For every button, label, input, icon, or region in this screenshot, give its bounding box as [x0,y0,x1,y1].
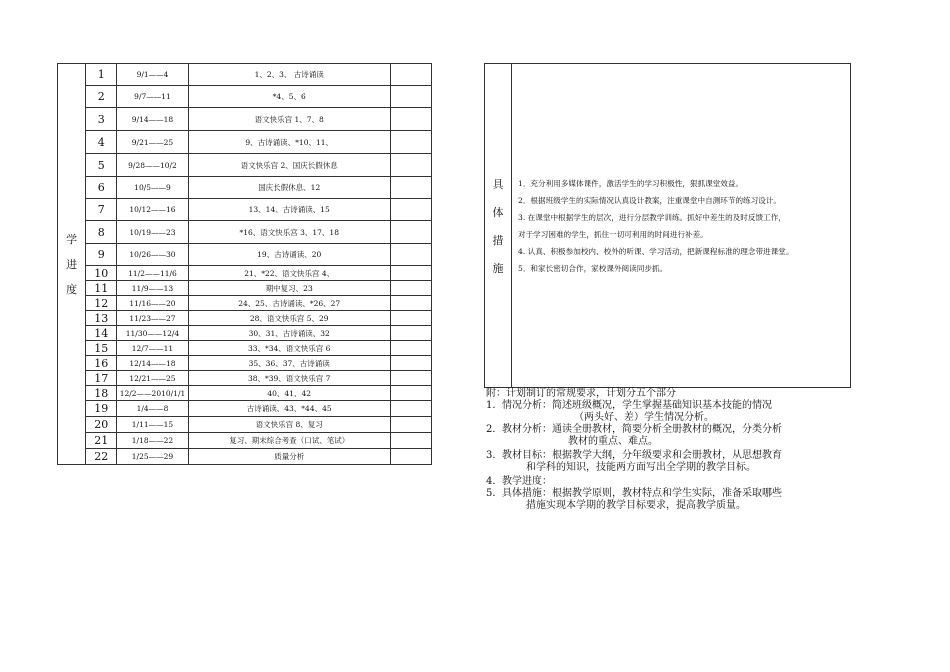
week-dates: 11/9——13 [117,281,188,296]
week-dates: 9/1——4 [117,64,188,86]
week-dates: 12/7——11 [117,341,188,356]
remarks-cell [390,356,431,371]
remarks-cell [390,154,431,177]
week-number: 12 [86,296,117,311]
week-content: 期中复习、23 [188,281,390,296]
week-number: 16 [86,356,117,371]
week-content: 19、古诗诵读、20 [188,244,390,266]
week-content: 国庆长假休息、12 [188,177,390,199]
week-dates: 1/18——22 [117,433,188,449]
remarks-cell [390,341,431,356]
remarks-cell [390,64,431,86]
remarks-cell [390,311,431,326]
week-number: 7 [86,199,117,221]
table-row [58,281,432,296]
week-dates: 10/26——30 [117,244,188,266]
week-dates: 11/30——12/4 [117,326,188,341]
table-row [58,449,432,465]
table-row [58,386,432,401]
table-row [58,417,432,433]
appendix-item-text: 教材目标：根据教学大纲，分年级要求和会册教材，从思想教育 [502,450,782,461]
appendix-item-text: 教材分析：通读全册教材，简要分析全册教材的概况，分类分析 [502,424,782,435]
week-number: 8 [86,221,117,244]
appendix-item [486,400,926,412]
remarks-cell [390,386,431,401]
remarks-cell [390,296,431,311]
week-dates: 1/4——8 [117,401,188,417]
remarks-cell [390,371,431,386]
measure-line: 5．和家长密切合作，家校课外阅读同步抓。 [518,263,668,273]
table-row [58,311,432,326]
progress-table-body [58,64,432,465]
table-row [58,177,432,199]
week-content: 28、语文快乐宫 5、29 [188,311,390,326]
measures-label-char: 措 [492,233,504,247]
week-number: 5 [86,154,117,177]
week-dates: 10/5——9 [117,177,188,199]
measures-label-char: 体 [492,205,504,219]
appendix-title: 附：计划制订的常规要求，计划分五个部分 [486,388,676,399]
appendix-item-text: 具体措施：根据教学原则，教材特点和学生实际，准备采取哪些 [502,488,782,499]
week-number: 3 [86,108,117,131]
week-dates: 9/7——11 [117,86,188,108]
week-number: 15 [86,341,117,356]
table-row [58,108,432,131]
appendix-item-number: 1． [486,400,503,411]
week-dates: 9/21——25 [117,131,188,154]
measures-table [484,63,851,388]
week-number: 2 [86,86,117,108]
week-number: 20 [86,417,117,433]
measure-line: 3. 在课堂中根据学生的层次，进行分层教学训练。抓好中差生的及时反馈工作， [518,212,786,222]
appendix-item [486,450,926,462]
week-number: 1 [86,64,117,86]
remarks-cell [390,131,431,154]
table-row [58,371,432,386]
measures-label-cell [485,64,512,388]
table-row [58,64,432,86]
week-content: 40、41、42 [188,386,390,401]
remarks-cell [390,401,431,417]
remarks-cell [390,108,431,131]
appendix-item-continuation: 措施实现本学期的教学目标要求，提高教学质量。 [526,500,746,511]
progress-table [57,63,432,465]
week-dates: 11/2——11/6 [117,266,188,281]
week-dates: 11/16——20 [117,296,188,311]
week-content: 13、14、古诗诵读、15 [188,199,390,221]
measure-line: 1．充分利用多媒体课件，激活学生的学习积极性，狠抓课堂效益。 [518,178,744,188]
week-dates: 9/14——18 [117,108,188,131]
week-number: 4 [86,131,117,154]
week-content: 24、25、古诗诵读、*26、27 [188,296,390,311]
measures-label-char: 施 [492,261,504,275]
remarks-cell [390,433,431,449]
measure-line: 4. 认真、积极参加校内、校外的听课、学习活动，把新课程标准的理念带进课堂。 [518,246,794,256]
table-row [58,401,432,417]
week-number: 18 [86,386,117,401]
measures-content [512,64,851,388]
week-content: *4、5、6 [188,86,390,108]
week-content: *16、语文快乐宫 3、17、18 [188,221,390,244]
week-dates: 10/19——23 [117,221,188,244]
appendix-item-continuation: 和学科的知识，技能两方面写出全学期的教学目标。 [526,462,756,473]
week-number: 22 [86,449,117,465]
week-dates: 12/14——18 [117,356,188,371]
week-content: 9、古诗诵读、*10、11、 [188,131,390,154]
week-dates: 10/12——16 [117,199,188,221]
week-number: 9 [86,244,117,266]
table-row [58,244,432,266]
remarks-cell [390,266,431,281]
table-row [58,131,432,154]
progress-label-cell [58,64,86,465]
appendix-item-continuation: （两头好、差）学生情况分析。 [574,412,714,423]
appendix-item [486,476,926,488]
measures-label-char: 具 [492,177,504,191]
remarks-cell [390,86,431,108]
week-content: 古诗诵读、43、*44、45 [188,401,390,417]
week-number: 21 [86,433,117,449]
week-number: 14 [86,326,117,341]
table-row [58,296,432,311]
measure-line: 对于学习困难的学生，抓住一切可利用的时间进行补差。 [518,229,708,239]
week-dates: 12/2——2010/1/1 [117,386,188,401]
progress-label-char: 学 [66,232,78,246]
appendix-item-number: 3． [486,450,503,461]
appendix [486,388,926,512]
appendix-item-number: 5． [486,488,503,499]
appendix-item-number: 2． [486,424,503,435]
table-row [58,154,432,177]
week-content: 33、*34、语文快乐宫 6 [188,341,390,356]
week-content: 38、*39、语文快乐宫 7 [188,371,390,386]
week-content: 1、2、3、 古诗诵读 [188,64,390,86]
table-row [58,326,432,341]
week-number: 11 [86,281,117,296]
remarks-cell [390,177,431,199]
week-dates: 1/11——15 [117,417,188,433]
week-content: 质量分析 [188,449,390,465]
week-dates: 9/28——10/2 [117,154,188,177]
remarks-cell [390,449,431,465]
appendix-item-number: 4． [486,476,503,487]
remarks-cell [390,417,431,433]
week-number: 17 [86,371,117,386]
measures-row [485,64,851,388]
week-content: 复习、期末综合考查（口试、笔试） [188,433,390,449]
remarks-cell [390,281,431,296]
week-content: 30、31、古诗诵读、32 [188,326,390,341]
remarks-cell [390,221,431,244]
week-content: 35、36、37、古诗诵读 [188,356,390,371]
week-content: 语文快乐宫 2、国庆长假休息 [188,154,390,177]
appendix-item [486,488,926,500]
week-dates: 12/21——25 [117,371,188,386]
table-row [58,221,432,244]
remarks-cell [390,326,431,341]
week-content: 语文快乐宫 8、复习 [188,417,390,433]
appendix-item-continuation: 教材的重点、难点。 [568,436,658,447]
table-row [58,356,432,371]
progress-label-char: 度 [66,282,78,296]
week-content: 语文快乐宫 1、7、8 [188,108,390,131]
week-dates: 11/23——27 [117,311,188,326]
table-row [58,341,432,356]
week-content: 21、*22、语文快乐宫 4、 [188,266,390,281]
appendix-item-text: 教学进度： [502,476,552,487]
remarks-cell [390,199,431,221]
table-row [58,433,432,449]
appendix-item-text: 情况分析：简述班级概况，学生掌握基础知识基本技能的情况 [502,400,772,411]
week-number: 13 [86,311,117,326]
appendix-item [486,424,926,436]
table-row [58,199,432,221]
week-number: 19 [86,401,117,417]
table-row [58,86,432,108]
measure-line: 2．根据班级学生的实际情况认真设计教案，注重课堂中自测环节的练习设计。 [518,195,782,205]
table-row [58,266,432,281]
week-dates: 1/25——29 [117,449,188,465]
week-number: 6 [86,177,117,199]
week-number: 10 [86,266,117,281]
remarks-cell [390,244,431,266]
progress-label-char: 进 [66,257,78,271]
